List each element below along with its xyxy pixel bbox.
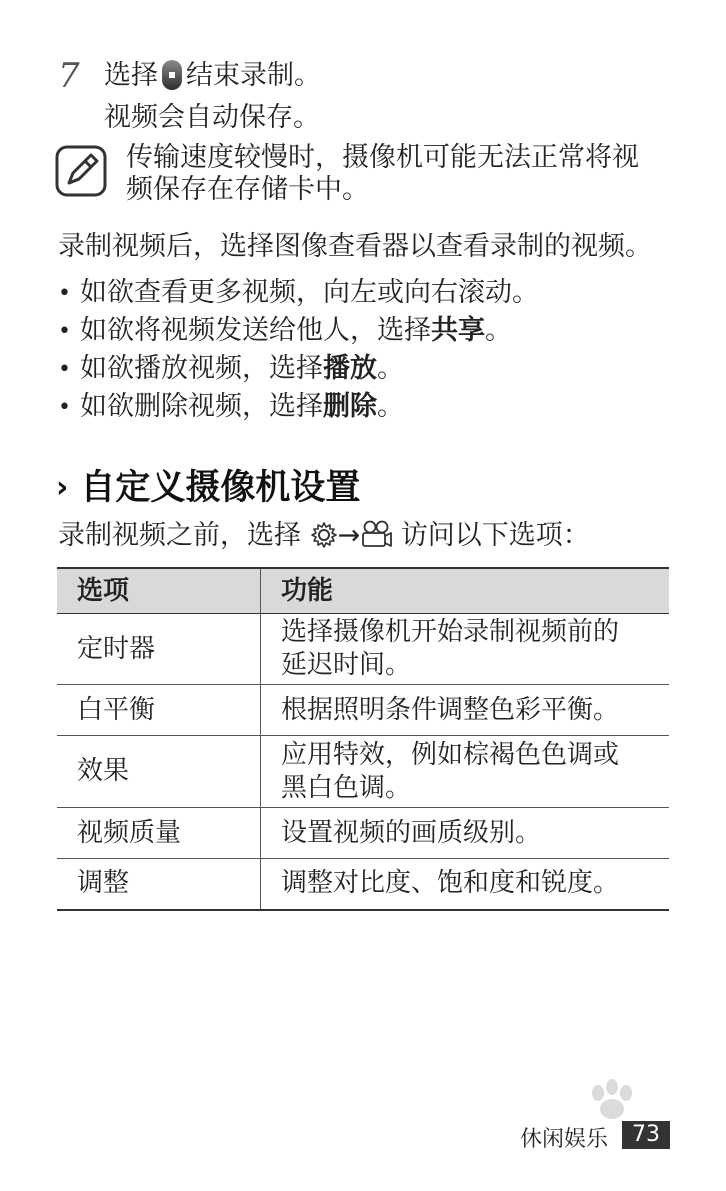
stop-record-icon <box>162 60 182 90</box>
function-cell: 选择摄像机开始录制视频前的 延迟时间。 <box>261 614 670 685</box>
step-line-1-after: 结束录制。 <box>186 60 321 91</box>
table-row <box>57 808 669 859</box>
list-item: • 如欲将视频发送给他人，选择共享。 <box>58 312 539 350</box>
column-header-option: 选项 <box>57 568 261 614</box>
bullet-icon: • <box>58 319 71 344</box>
step-line-1-before: 选择 <box>104 60 158 91</box>
page-number: 73 <box>622 1121 670 1149</box>
options-table <box>57 567 669 911</box>
function-cell: 应用特效，例如棕褐色色调或 黑白色调。 <box>261 736 670 808</box>
note-pencil-icon <box>55 145 107 197</box>
table-row <box>57 859 669 910</box>
option-cell: 效果 <box>57 736 261 808</box>
column-header-function: 功能 <box>261 568 670 614</box>
note-line-1: 传输速度较慢时，摄像机可能无法正常将视 <box>126 142 639 173</box>
table-row <box>57 614 669 685</box>
chevron-right-icon: › <box>56 470 69 505</box>
gear-icon <box>310 521 338 549</box>
bullet-icon: • <box>58 357 71 382</box>
step-line-2: 视频会自动保存。 <box>104 102 320 133</box>
section-intro: 录制视频之前，选择 → 访问以下选项： <box>58 520 590 551</box>
step-number: 7 <box>58 56 80 96</box>
bullet-list <box>58 274 539 426</box>
section-title: 自定义摄像机设置 <box>80 468 361 508</box>
arrow: → <box>337 520 361 551</box>
option-cell: 定时器 <box>57 614 261 685</box>
footer-section-name: 休闲娱乐 <box>520 1127 609 1152</box>
table-row <box>57 736 669 808</box>
option-cell: 视频质量 <box>57 808 261 859</box>
table-header-row <box>57 568 669 614</box>
view-intro: 录制视频后，选择图像查看器以查看录制的视频。 <box>58 231 652 262</box>
camcorder-icon <box>360 519 392 549</box>
table-row <box>57 685 669 736</box>
function-cell: 设置视频的画质级别。 <box>261 808 670 859</box>
function-cell: 调整对比度、饱和度和锐度。 <box>261 859 670 910</box>
step-line-1 <box>104 58 321 94</box>
list-item: • 如欲查看更多视频，向左或向右滚动。 <box>58 274 539 312</box>
list-item: • 如欲播放视频，选择播放。 <box>58 350 539 388</box>
option-cell: 白平衡 <box>57 685 261 736</box>
note-line-2: 频保存在存储卡中。 <box>126 174 369 205</box>
section-heading <box>56 466 360 510</box>
bullet-icon: • <box>58 281 71 306</box>
list-item: • 如欲删除视频，选择删除。 <box>58 388 539 426</box>
function-cell: 根据照明条件调整色彩平衡。 <box>261 685 670 736</box>
bullet-icon: • <box>58 395 71 420</box>
option-cell: 调整 <box>57 859 261 910</box>
